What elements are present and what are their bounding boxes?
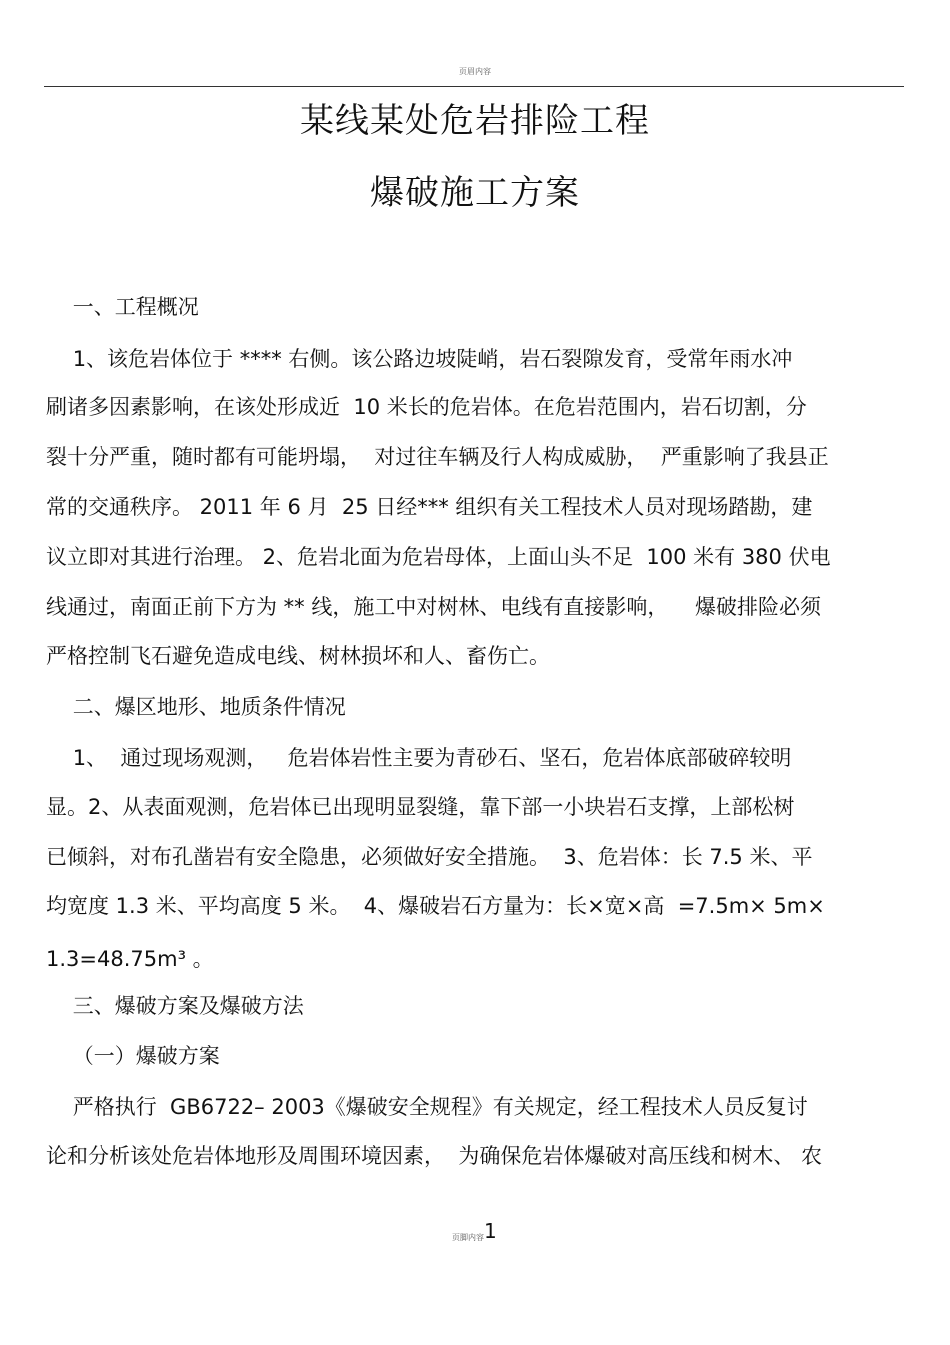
paragraph-line: 刷诸多因素影响，在该处形成近 10 米长的危岩体。在危岩范围内，岩石切割，分 <box>46 395 807 419</box>
paragraph-line: 裂十分严重，随时都有可能坍塌， 对过往车辆及行人构成威胁， 严重影响了我县正 <box>46 445 829 469</box>
page-header: 页眉内容 <box>459 67 491 76</box>
paragraph-line: 线通过，南面正前下方为 ** 线，施工中对树林、电线有直接影响， 爆破排险必须 <box>46 595 822 619</box>
page-number: 1 <box>484 1219 497 1243</box>
paragraph-line: 论和分析该处危岩体地形及周围环境因素， 为确保危岩体爆破对高压线和树木、 农 <box>46 1144 823 1168</box>
header-divider <box>44 86 904 87</box>
paragraph-line: 常的交通秩序。 2011 年 6 月 25 日经*** 组织有关工程技术人员对现场踏勘，建 <box>46 495 813 519</box>
section-heading: 一、工程概况 <box>46 295 199 319</box>
section-heading: 二、爆区地形、地质条件情况 <box>46 695 346 719</box>
paragraph-line: 1.3=48.75m³ 。 <box>46 947 214 971</box>
paragraph-line: 1、该危岩体位于 **** 右侧。该公路边坡陡峭，岩石裂隙发育，受常年雨水冲 <box>46 347 793 371</box>
subsection-heading: （一）爆破方案 <box>46 1044 220 1068</box>
document-title-line2: 爆破施工方案 <box>370 173 580 213</box>
paragraph-line: 已倾斜，对布孔凿岩有安全隐患，必须做好安全措施。 3、危岩体：长 7.5 米、平 <box>46 845 813 869</box>
document-title-line1: 某线某处危岩排险工程 <box>300 101 650 141</box>
paragraph-line: 均宽度 1.3 米、平均高度 5 米。 4、爆破岩石方量为：长×宽×高 =7.5m× 5m× <box>46 894 825 918</box>
paragraph-line: 议立即对其进行治理。 2、危岩北面为危岩母体，上面山头不足 100 米有 380 伏电 <box>46 545 831 569</box>
paragraph-line: 严格执行 GB6722– 2003《爆破安全规程》有关规定，经工程技术人员反复讨 <box>46 1095 808 1119</box>
paragraph-line: 显。2、从表面观测，危岩体已出现明显裂缝，靠下部一小块岩石支撑，上部松树 <box>46 795 795 819</box>
section-heading: 三、爆破方案及爆破方法 <box>46 994 304 1018</box>
paragraph-line: 严格控制飞石避免造成电线、树林损坏和人、畜伤亡。 <box>46 644 550 668</box>
paragraph-line: 1、 通过现场观测， 危岩体岩性主要为青砂石、坚石，危岩体底部破碎较明 <box>46 746 792 770</box>
page-footer: 页脚内容 <box>452 1233 484 1242</box>
